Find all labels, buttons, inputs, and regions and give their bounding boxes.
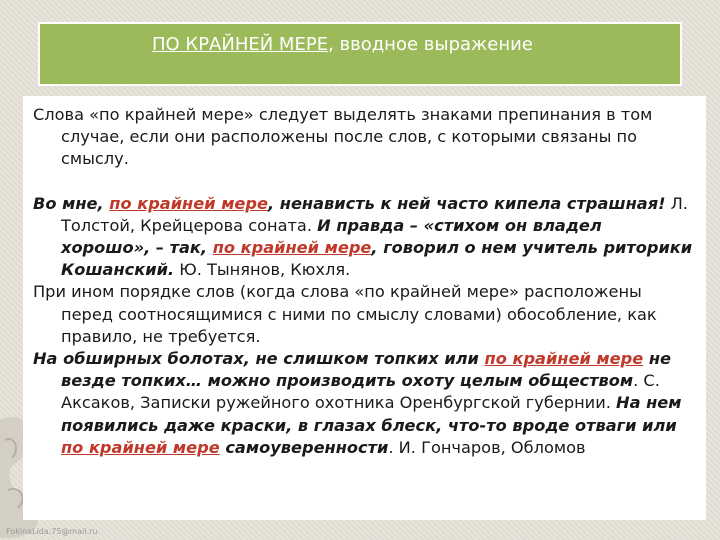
paragraph-rule-2: При ином порядке слов (когда слова «по крайней мере» расположены перед соотносящимися с ними по смыслу словами) обособление, как правило, не требуется.: [33, 282, 657, 346]
example-source: . И. Гончаров, Обломов: [388, 437, 586, 457]
highlight-phrase: по крайней мере: [61, 437, 220, 457]
example-text: , ненависть к ней часто кипела страшная!: [267, 193, 666, 213]
content-panel: [23, 96, 706, 520]
slide-title: [152, 34, 533, 55]
example-text: На нем появились даже краски, в глазах блеск, что-то вроде отваги или: [61, 393, 682, 435]
highlight-phrase: по крайней мере: [484, 349, 644, 369]
title-rest: , вводное выражение: [328, 34, 533, 55]
example-text: И правда – «стихом он владел хорошо», – так,: [61, 215, 602, 258]
paragraph-examples-2: [33, 348, 694, 459]
example-source: . С. Аксаков, Записки ружейного охотника Оренбургской губернии.: [61, 371, 660, 413]
footer-watermark: FokinaLida.75@mail.ru: [6, 527, 98, 536]
highlight-phrase: по крайней мере: [212, 238, 372, 258]
example-source: Л. Толстой, Крейцерова соната.: [61, 193, 688, 235]
title-bar: [38, 22, 682, 86]
example-source: Ю. Тынянов, Кюхля.: [174, 260, 351, 280]
highlight-phrase: по крайней мере: [109, 193, 268, 213]
example-text: На обширных болотах, не слишком топких или: [33, 349, 485, 369]
title-main: ПО КРАЙНЕЙ МЕРЕ: [152, 34, 329, 55]
example-text: не везде топких… можно производить охоту целым обществом: [61, 349, 672, 391]
example-text: самоуверенности: [219, 437, 389, 457]
paragraph-examples-1: [33, 193, 694, 282]
paragraph-rule-1: Слова «по крайней мере» следует выделять знаками препинания в том случае, если они расположены после слов, с которыми связаны по смыслу.: [33, 105, 653, 169]
example-text: Во мне,: [33, 193, 110, 213]
example-text: , говорил о нем учитель риторики Кошанский.: [61, 238, 693, 280]
